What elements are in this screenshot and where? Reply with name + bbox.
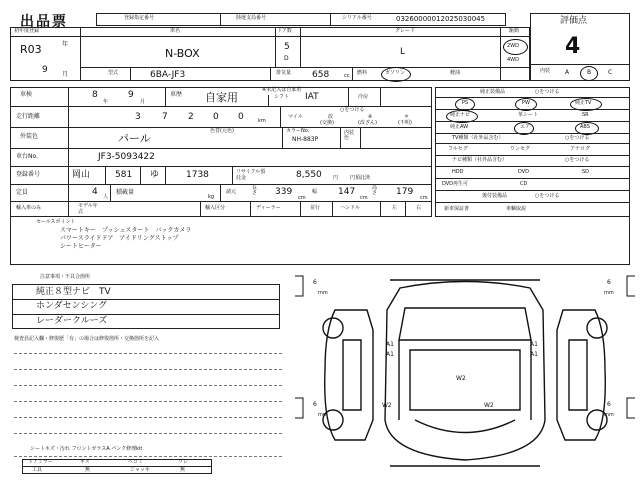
legend-value-3: ジャッキ bbox=[130, 467, 150, 473]
damage-mark-3: A1 bbox=[386, 351, 394, 358]
interior-opt-b: B bbox=[587, 69, 592, 76]
drive-label: 駆動 bbox=[509, 28, 520, 34]
fuel-label: 燃料 bbox=[357, 70, 368, 76]
plate-label: 登録番号 bbox=[16, 171, 41, 178]
page-title: 出品票 bbox=[20, 14, 68, 30]
manual-label: 車輌取説 bbox=[506, 206, 527, 212]
aftermarket-note: ○をつける bbox=[535, 193, 560, 199]
load-unit: kg bbox=[208, 194, 215, 200]
color-no-value: NH-883P bbox=[292, 136, 319, 143]
displacement-value: 658 bbox=[312, 70, 330, 80]
height-unit: cm bbox=[420, 195, 428, 201]
color-change-label: 色替(元色) bbox=[210, 128, 234, 134]
shift-label: シフト bbox=[274, 94, 290, 100]
doors-label: ドア数 bbox=[277, 28, 292, 34]
ac-label: 冷房 bbox=[358, 94, 369, 100]
recycle-unit: 円 bbox=[333, 175, 339, 181]
first-reg-month: 9 bbox=[42, 65, 48, 75]
navi-title: ナビ種類（社外品含む） bbox=[452, 157, 508, 163]
sales-line-3: シートヒーター bbox=[60, 243, 102, 250]
name-label: 車名 bbox=[170, 28, 181, 34]
import-label: 輸入車のみ bbox=[16, 205, 42, 211]
circle-note: ○をつける bbox=[340, 107, 365, 113]
recycle-label: リサイクル預託金 bbox=[236, 169, 266, 181]
shaken-year-unit: 年 bbox=[103, 99, 109, 105]
grade-label: 評価点 bbox=[560, 16, 588, 26]
navi-sd: SD bbox=[582, 169, 590, 175]
interior-opt-a: A bbox=[565, 69, 570, 76]
width-unit: cm bbox=[360, 195, 368, 201]
eq-ps: PS bbox=[462, 100, 469, 106]
drive-2wd: 2WD bbox=[507, 43, 519, 49]
chassis-label: 車台No. bbox=[16, 153, 38, 160]
field2-label: 陸運支局番号 bbox=[236, 15, 267, 21]
eq-aw: 純正AW bbox=[450, 124, 469, 130]
name-value: N-BOX bbox=[165, 47, 200, 60]
tread-fr-unit: mm bbox=[604, 290, 614, 296]
parallel-label: 並行 bbox=[310, 205, 321, 211]
eq-abs: ABS bbox=[580, 124, 590, 130]
mileage-label: 走行距離 bbox=[16, 113, 41, 120]
field1-label: 登録指定番号 bbox=[124, 15, 155, 21]
left-label: 左 bbox=[392, 205, 398, 211]
dvd-label: DVD再生可 bbox=[442, 181, 469, 187]
load-label: 積載量 bbox=[116, 189, 135, 196]
plate-class: 581 bbox=[115, 170, 133, 180]
shaken-month: 9 bbox=[128, 90, 134, 100]
plate-num: 1738 bbox=[186, 170, 209, 180]
sales-line-1: スマートキー プッシュスタート バックカメラ bbox=[60, 227, 192, 234]
legend-item-4: ワレ bbox=[178, 459, 189, 465]
equipment-note: ○をつける bbox=[535, 89, 560, 95]
color-no-label: カラーNo. bbox=[286, 128, 310, 134]
grade-type-value: L bbox=[400, 47, 406, 57]
cd-label: CD bbox=[520, 181, 528, 187]
drive-4wd: 4WD bbox=[507, 57, 519, 63]
interior-opt-b-circle bbox=[580, 66, 598, 81]
tread-rr-unit: mm bbox=[604, 412, 614, 418]
mileage-digit-2: 7 bbox=[162, 112, 168, 122]
import-type-label: 輸入区分 bbox=[205, 205, 226, 211]
capacity-value: 4 bbox=[92, 187, 98, 197]
eq-sr: SR bbox=[582, 112, 589, 118]
note-item-3: レーダークルーズ bbox=[36, 316, 108, 326]
grade-value: 4 bbox=[565, 34, 581, 59]
shaken-label: 車検 bbox=[20, 91, 33, 98]
exterior-value: パール bbox=[118, 132, 151, 145]
length-label: 長さ bbox=[252, 185, 258, 196]
mileage-digit-4: 0 bbox=[213, 112, 219, 122]
sales-title: セールスポイント bbox=[36, 219, 76, 225]
damage-mark-2: A1 bbox=[530, 341, 538, 348]
damage-mark-4: A1 bbox=[530, 351, 538, 358]
tv-note: ○をつける bbox=[565, 135, 590, 141]
shaken-month-unit: 月 bbox=[140, 99, 146, 105]
note-item-1: 純正８型ナビ TV bbox=[36, 287, 111, 297]
first-reg-year-unit: 年 bbox=[62, 41, 69, 48]
plate-kana: ゆ bbox=[150, 170, 160, 180]
eq-leather: 革シート bbox=[518, 112, 539, 118]
light-oil-label: 軽油 bbox=[450, 70, 461, 76]
first-reg-label: 初年度登録 bbox=[14, 28, 40, 34]
navi-note: ○をつける bbox=[565, 157, 590, 163]
meter-opt-1: 改 bbox=[328, 114, 334, 120]
capacity-unit: 人 bbox=[103, 194, 109, 200]
first-reg-year: R03 bbox=[20, 43, 42, 56]
legend-item-2: キズ bbox=[80, 459, 90, 465]
tread-rr: 6 bbox=[607, 401, 611, 408]
recycle-note: 円預託済 bbox=[350, 175, 371, 181]
meter-note-1: (交換) bbox=[320, 120, 334, 126]
fuel-value: ガソリン bbox=[385, 70, 406, 76]
new-warranty-label: 新車保証書 bbox=[444, 206, 470, 212]
legend-item-1: ドアミラー bbox=[28, 459, 53, 465]
tread-fl-unit: mm bbox=[318, 290, 328, 296]
recycle-value: 8,550 bbox=[296, 170, 322, 180]
tv-fullseg: フルセグ bbox=[448, 146, 468, 152]
model-label: 型式 bbox=[108, 70, 119, 76]
serial-value: 03260000012025030045 bbox=[396, 15, 486, 23]
handle-label: ハンドル bbox=[340, 205, 361, 211]
sales-line-2: パワースライドドア アイドリングストップ bbox=[60, 235, 179, 242]
damage-mark-1: A1 bbox=[386, 341, 394, 348]
shaken-year: 8 bbox=[92, 90, 98, 100]
length-unit: cm bbox=[298, 195, 306, 201]
drive-2wd-circle bbox=[503, 39, 528, 55]
legend-item-3: ヘコミ bbox=[128, 459, 144, 465]
fuel-circle bbox=[381, 67, 411, 82]
plate-region: 岡山 bbox=[72, 170, 91, 180]
notes-title: 注意事項・不具合箇所 bbox=[40, 274, 91, 280]
grade-type-label: グレード bbox=[395, 28, 416, 34]
meter-opt-3: ＊ bbox=[404, 114, 410, 120]
size-label: 諸元 bbox=[226, 189, 237, 195]
doors-unit: D bbox=[284, 55, 289, 62]
use-label: 車歴 bbox=[170, 91, 183, 98]
interior-opt-c: C bbox=[608, 69, 613, 76]
shift-value: IAT bbox=[305, 92, 319, 102]
eq-pw: PW bbox=[522, 100, 530, 106]
meter-note-3: (不明) bbox=[398, 120, 412, 126]
displacement-unit: cc bbox=[344, 73, 350, 79]
navi-dvd: DVD bbox=[518, 169, 530, 175]
navi-hdd: HDD bbox=[452, 169, 464, 175]
mileage-digit-3: 2 bbox=[188, 112, 194, 122]
mileage-digit-5: 0 bbox=[238, 112, 244, 122]
legend-value-1: 工具 bbox=[32, 467, 43, 473]
eq-tv: 純正TV bbox=[575, 100, 592, 106]
note-item-2: ホンダセンシング bbox=[36, 301, 108, 311]
damage-mark-5: W2 bbox=[456, 375, 466, 382]
use-value: 自家用 bbox=[205, 91, 238, 104]
model-value: 6BA-JF3 bbox=[150, 70, 186, 80]
height-value: 179 bbox=[396, 187, 414, 197]
inspector-line: シートキズ・汚れ フロントガラスA パンク修理kit bbox=[30, 446, 143, 452]
exterior-label: 外装色 bbox=[20, 133, 39, 140]
mileage-digit-1: 3 bbox=[135, 112, 141, 122]
first-reg-month-unit: 月 bbox=[62, 71, 69, 78]
mileage-unit: km bbox=[258, 118, 266, 124]
capacity-label: 定員 bbox=[16, 189, 29, 196]
equipment-title: 純正装備品 bbox=[480, 89, 506, 95]
dealer-label: ディーラー bbox=[256, 205, 281, 211]
interior-label: 内装 bbox=[540, 68, 551, 74]
meter-opt-2: ※ bbox=[368, 114, 373, 120]
width-label: 幅 bbox=[312, 189, 318, 195]
legend-value-4: 無 bbox=[180, 467, 186, 473]
tread-rl: 6 bbox=[313, 401, 317, 408]
damage-mark-6: W2 bbox=[382, 402, 392, 409]
model-year-label: モデル年式 bbox=[78, 203, 98, 215]
tv-title: TV種類（社外品含む） bbox=[452, 135, 504, 141]
chassis-value: JF3-5093422 bbox=[98, 152, 155, 162]
serial-label: シリアル番号 bbox=[342, 15, 372, 21]
tread-fl: 6 bbox=[313, 279, 317, 286]
car-diagram bbox=[295, 270, 635, 470]
damage-mark-7: W2 bbox=[484, 402, 494, 409]
tread-rl-unit: mm bbox=[318, 412, 328, 418]
small-note: ※未記入は自家用 bbox=[262, 87, 302, 93]
tv-oneseg: ワンセグ bbox=[510, 146, 531, 152]
length-value: 339 bbox=[275, 187, 293, 197]
interior-color-label: 内装色 bbox=[344, 130, 355, 141]
tv-analog: アナログ bbox=[570, 146, 591, 152]
eq-navi: 純正ナビ bbox=[450, 112, 471, 118]
aftermarket-title: 後付装備品 bbox=[482, 193, 508, 199]
inspector-title: 検査員記入欄・修復歴「有」の場合は修復箇所・交換箇所を記入 bbox=[14, 336, 160, 342]
meter-note-2: (改ざん) bbox=[358, 120, 377, 126]
doors-value: 5 bbox=[284, 42, 290, 52]
tread-fr: 6 bbox=[607, 279, 611, 286]
displacement-label: 排気量 bbox=[276, 70, 292, 76]
height-label: 高さ bbox=[372, 185, 378, 196]
legend-value-2: 無 bbox=[85, 467, 91, 473]
right-label: 右 bbox=[416, 205, 422, 211]
width-value: 147 bbox=[338, 187, 356, 197]
eq-air: エア bbox=[520, 124, 531, 130]
meter-label: マイル bbox=[288, 114, 303, 120]
